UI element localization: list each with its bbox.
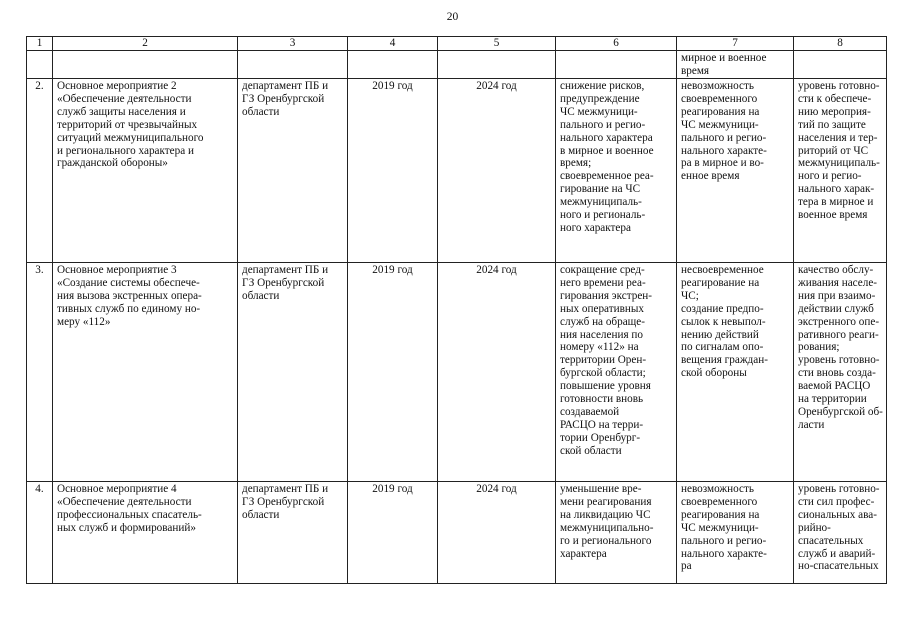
cell-line: предупреждение (560, 92, 640, 105)
page-number: 20 (446, 11, 459, 23)
executor-cell (238, 263, 348, 482)
cell-line: номеру «112» на (560, 341, 639, 354)
cell-line: департамент ПБ и (242, 264, 329, 276)
expected-result-cell (556, 79, 677, 263)
cell-line: ваемой РАСЦО (798, 380, 871, 393)
cell-line: ГЗ Оренбургской (242, 495, 325, 508)
cell-line: нального характе- (681, 547, 767, 560)
cell-line: спасательных (798, 534, 864, 547)
measure-name-cell (53, 482, 238, 584)
cell-line: тера в мирное и (798, 196, 874, 209)
cell-line: экстренного опе- (798, 315, 880, 328)
cell-line: ра в мирное и во- (681, 157, 764, 170)
consequences-cell (677, 482, 794, 584)
continuation-row (27, 51, 887, 79)
cell-line: вещения граждан- (681, 354, 768, 367)
cell-line: ра (681, 560, 692, 573)
cell-line: енное время (681, 170, 740, 183)
header-cell-1: 1 (27, 37, 53, 51)
cell-line: служб на обраще- (560, 315, 645, 328)
cell-line: ного и региональ- (560, 209, 646, 222)
measure-name-cell (53, 79, 238, 263)
indicator-link-cell (794, 263, 887, 482)
cell-line: сти к обеспече- (798, 92, 872, 105)
cell-line: качество обслу- (798, 264, 874, 276)
end-year-cell: 2024 год (438, 79, 556, 263)
cell-line: межмуниципально- (560, 521, 654, 534)
cell-line: ситуаций межмуниципального (57, 131, 204, 144)
start-year-cell: 2019 год (348, 263, 438, 482)
cell-line: военное время (798, 209, 868, 222)
cell-line: тории Оренбург- (560, 431, 641, 444)
cell-line: РАСЦО на терри- (560, 418, 644, 431)
cell-line: сиональных ава- (798, 508, 877, 521)
table-row (27, 263, 887, 482)
cell-line: реагирования на (681, 508, 760, 521)
cell-line: своевременное реа- (560, 170, 654, 183)
cell-line: территорий от чрезвычайных (57, 118, 198, 131)
cell-line: Основное мероприятие 4 (57, 483, 177, 495)
cell-line: тий по защите (798, 118, 866, 131)
cell-line: области (242, 508, 280, 521)
expected-result-cell (556, 482, 677, 584)
cell-line: гирования экстрен- (560, 289, 653, 302)
executor-cell (238, 482, 348, 584)
cell-line: «Создание системы обеспече- (57, 276, 200, 289)
cell-line: время; (560, 157, 592, 170)
cell-line: гражданской обороны» (57, 157, 168, 170)
consequences-cell (677, 263, 794, 482)
executor-cell (238, 79, 348, 263)
cell-line: ГЗ Оренбургской (242, 92, 325, 105)
cell-line: Основное мероприятие 2 (57, 80, 177, 92)
cell-line: ЧС; (681, 289, 699, 302)
cell-line: невозможность (681, 483, 754, 495)
cell-line: Основное мероприятие 3 (57, 264, 177, 276)
cell-line: реагирования на (681, 105, 760, 118)
cell-line: ской обороны (681, 367, 747, 380)
cell-line: уменьшение вре- (560, 483, 642, 495)
cell-line: нению действий (681, 328, 759, 341)
row-number-cell: 3. (27, 263, 53, 482)
table-row (27, 482, 887, 584)
cell-line: своевременного (681, 495, 758, 508)
continuation-consequences-line: время (681, 64, 710, 77)
cell-line: на территории (798, 393, 867, 406)
cell-line: создание предпо- (681, 302, 764, 315)
cell-line: нального характера (560, 131, 653, 144)
header-cell-6: 6 (556, 37, 677, 51)
measure-name-cell (53, 263, 238, 482)
cell-line: области (242, 289, 280, 302)
cell-line: по сигналам опо- (681, 341, 764, 354)
cell-line: но-спасательных (798, 560, 879, 573)
cell-line: меру «112» (57, 315, 111, 328)
continuation-consequences-cell (677, 51, 794, 79)
cell-line: го и регионального (560, 534, 652, 547)
cell-line: нального харак- (798, 183, 875, 196)
cell-line: реагирование на (681, 276, 760, 289)
cell-line: создаваемой (560, 405, 620, 418)
cell-line: ской области (560, 444, 622, 457)
cell-line: сти сил профес- (798, 495, 875, 508)
cell-line: сокращение сред- (560, 264, 645, 276)
cell-line: ного характера (560, 221, 631, 234)
cell-line: ЧС межмуници- (681, 118, 759, 131)
header-row (27, 37, 887, 51)
expected-result-cell (556, 263, 677, 482)
consequences-cell (677, 79, 794, 263)
cell-line: и регионального характера и (57, 144, 194, 157)
cell-line: населения и тер- (798, 131, 878, 144)
cell-line: ния населения по (560, 328, 643, 341)
cell-line: тивных служб по единому но- (57, 302, 201, 315)
cell-line: территории Орен- (560, 354, 647, 367)
cell-line: уровень готовно- (798, 483, 880, 495)
start-year-cell: 2019 год (348, 482, 438, 584)
cell-line: ных оперативных (560, 302, 644, 315)
cell-line: департамент ПБ и (242, 483, 329, 495)
cell-line: департамент ПБ и (242, 80, 329, 92)
cell-line: него времени реа- (560, 276, 646, 289)
measures-table (26, 36, 887, 584)
cell-line: ЧС межмуници- (560, 105, 638, 118)
cell-line: мени реагирования (560, 495, 652, 508)
indicator-link-cell (794, 482, 887, 584)
cell-line: бургской области; (560, 367, 646, 380)
cell-line: уровень готовно- (798, 354, 880, 367)
header-cell-2: 2 (53, 37, 238, 51)
row-number-cell: 2. (27, 79, 53, 263)
cell-line: пального и регио- (681, 131, 767, 144)
header-cell-7: 7 (677, 37, 794, 51)
cell-line: «Обеспечение деятельности (57, 92, 192, 105)
cell-line: сти вновь созда- (798, 367, 876, 380)
cell-line: профессиональных спасатель- (57, 508, 202, 521)
continuation-cell-3 (238, 51, 348, 79)
cell-line: ния вызова экстренных опера- (57, 289, 202, 302)
header-cell-5: 5 (438, 37, 556, 51)
cell-line: невозможность (681, 80, 754, 92)
row-number-cell: 4. (27, 482, 53, 584)
cell-line: ния при взаимо- (798, 289, 876, 302)
indicator-link-cell (794, 79, 887, 263)
cell-line: на ликвидацию ЧС (560, 508, 651, 521)
cell-line: готовности вновь (560, 393, 644, 406)
cell-line: пального и регио- (681, 534, 767, 547)
cell-line: рийно- (798, 521, 831, 534)
end-year-cell: 2024 год (438, 482, 556, 584)
cell-line: ласти (798, 418, 825, 431)
cell-line: уровень готовно- (798, 80, 880, 92)
continuation-cell-6 (556, 51, 677, 79)
cell-line: межмуниципаль- (560, 196, 642, 209)
cell-line: пального и регио- (560, 118, 646, 131)
end-year-cell: 2024 год (438, 263, 556, 482)
cell-line: повышение уровня (560, 380, 651, 393)
continuation-cell-4 (348, 51, 438, 79)
cell-line: живания населе- (798, 276, 878, 289)
header-cell-8: 8 (794, 37, 887, 51)
header-cell-3: 3 (238, 37, 348, 51)
table-row (27, 79, 887, 263)
continuation-cell-2 (53, 51, 238, 79)
continuation-cell-8 (794, 51, 887, 79)
cell-line: служб защиты населения и (57, 105, 186, 118)
cell-line: «Обеспечение деятельности (57, 495, 192, 508)
cell-line: снижение рисков, (560, 80, 645, 92)
cell-line: рования; (798, 341, 840, 354)
cell-line: Оренбургской об- (798, 405, 883, 418)
cell-line: ГЗ Оренбургской (242, 276, 325, 289)
cell-line: действии служб (798, 302, 874, 315)
cell-line: своевременного (681, 92, 758, 105)
cell-line: в мирное и военное (560, 144, 654, 157)
cell-line: ного и регио- (798, 170, 862, 183)
continuation-cell-5 (438, 51, 556, 79)
continuation-cell-1 (27, 51, 53, 79)
cell-line: служб и аварий- (798, 547, 876, 560)
cell-line: нию мероприя- (798, 105, 871, 118)
cell-line: ративного реаги- (798, 328, 879, 341)
cell-line: несвоевременное (681, 264, 764, 276)
cell-line: риторий от ЧС (798, 144, 869, 157)
cell-line: характера (560, 547, 607, 560)
cell-line: сылок к невыпол- (681, 315, 766, 328)
header-cell-4: 4 (348, 37, 438, 51)
start-year-cell: 2019 год (348, 79, 438, 263)
continuation-consequences-line: мирное и военное (681, 52, 767, 64)
cell-line: ных служб и формирований» (57, 521, 196, 534)
cell-line: области (242, 105, 280, 118)
cell-line: нального характе- (681, 144, 767, 157)
cell-line: гирование на ЧС (560, 183, 641, 196)
cell-line: ЧС межмуници- (681, 521, 759, 534)
cell-line: межмуниципаль- (798, 157, 880, 170)
